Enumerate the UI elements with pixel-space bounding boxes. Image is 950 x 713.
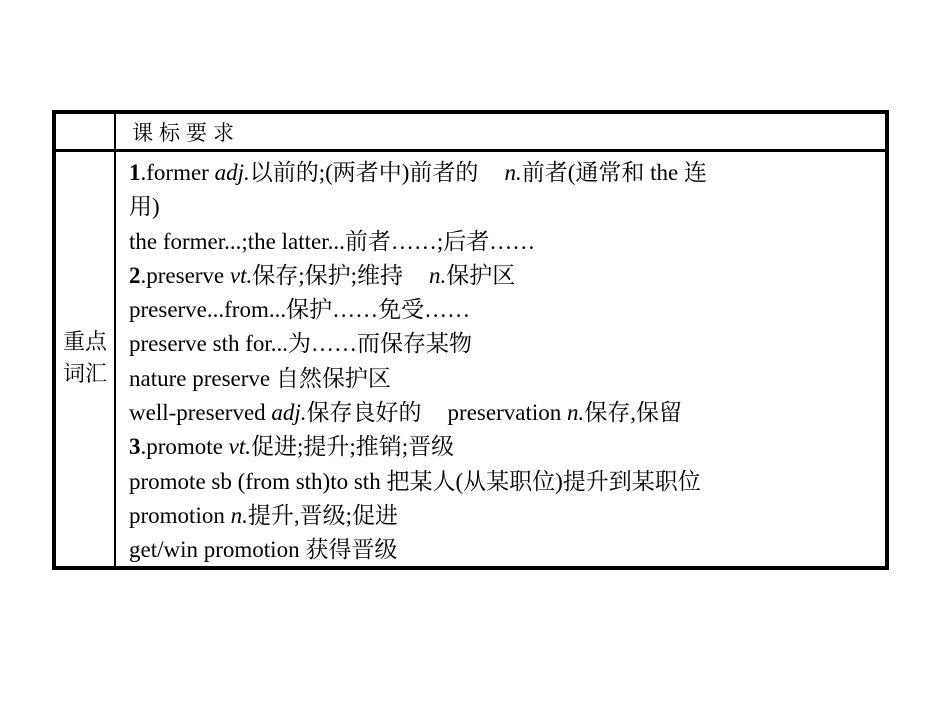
entry-promote-definition — [129, 430, 874, 464]
vocabulary-content — [129, 156, 874, 568]
entry-preserve-derivatives — [129, 396, 874, 430]
part-of-speech: n. — [504, 160, 522, 185]
column-divider — [114, 114, 116, 566]
definition: 以前的;(两者中)前者的 — [249, 160, 479, 185]
entry-preserve-phrase-1: preserve...from...保护……免受…… — [129, 297, 471, 323]
definition: 保护区 — [446, 262, 516, 288]
entry-promote-phrase-1: promote sb (from sth)to sth 把某人(从某职位)提升到某职位 — [129, 468, 701, 494]
entry-preserve-phrase-3: nature preserve 自然保护区 — [129, 365, 391, 391]
entry-promote-derivative — [129, 499, 874, 533]
derived-word: preservation — [447, 400, 567, 426]
part-of-speech: adj. — [271, 400, 307, 426]
definition: 保存,保留 — [584, 400, 682, 426]
entry-former-definition-cont: 用) — [129, 194, 160, 220]
headword: .preserve — [140, 262, 230, 288]
table-header: 课标要求 — [132, 121, 240, 145]
header-divider — [56, 149, 885, 152]
row-label-line-1: 重点 — [62, 330, 107, 355]
part-of-speech: n. — [429, 262, 447, 288]
derived-word: well-preserved — [129, 400, 272, 426]
definition: 保存;保护;维持 — [252, 262, 404, 288]
row-label — [56, 327, 114, 391]
entry-promote-phrase-2: get/win promotion 获得晋级 — [129, 537, 398, 563]
definition: 提升,晋级;促进 — [247, 502, 398, 528]
entry-number: 2 — [129, 262, 141, 288]
row-label-line-2: 词汇 — [62, 362, 107, 387]
part-of-speech: vt. — [228, 434, 252, 460]
entry-number: 3 — [129, 434, 141, 460]
part-of-speech: vt. — [229, 262, 253, 288]
entry-preserve-phrase-2: preserve sth for...为……而保存某物 — [129, 331, 473, 357]
definition: 保存良好的 — [306, 400, 422, 426]
entry-former-phrase: the former...;the latter...前者……;后者…… — [129, 228, 536, 254]
definition: 前者(通常和 the 连 — [521, 160, 707, 185]
part-of-speech: n. — [230, 502, 248, 528]
headword: .former — [140, 160, 215, 185]
entry-number: 1 — [129, 160, 141, 185]
definition: 促进;提升;推销;晋级 — [251, 434, 455, 460]
part-of-speech: adj. — [214, 160, 250, 185]
vocabulary-table — [52, 110, 889, 570]
entry-preserve-definition — [129, 259, 874, 293]
part-of-speech: n. — [566, 400, 585, 426]
headword: .promote — [140, 434, 229, 460]
derived-word: promotion — [129, 502, 231, 528]
entry-former-definition — [129, 156, 874, 190]
